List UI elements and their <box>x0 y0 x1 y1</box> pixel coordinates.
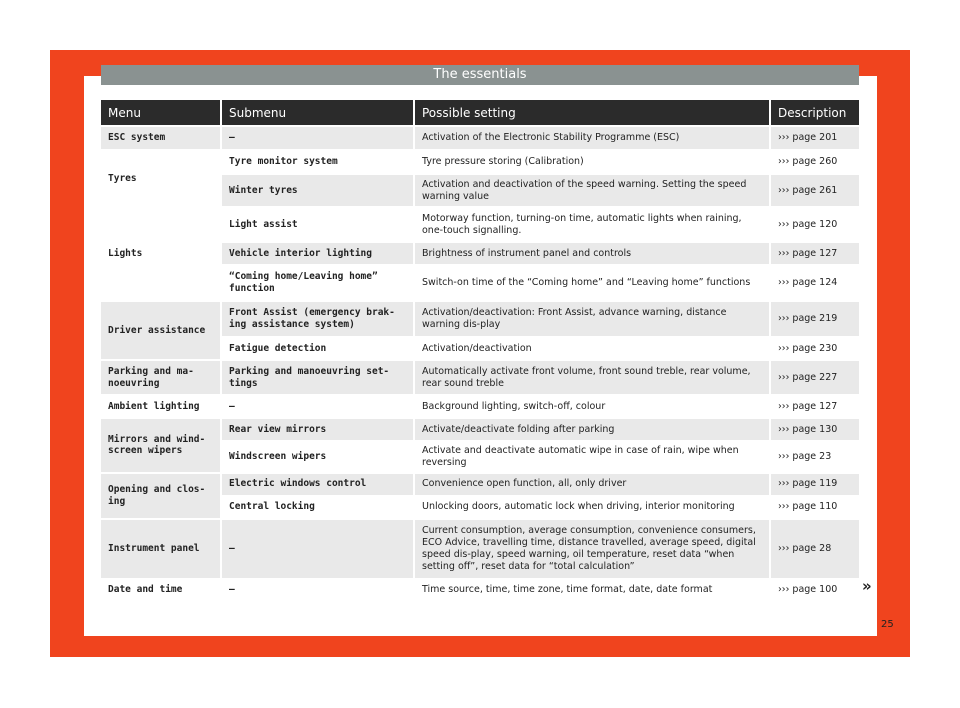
page-reference[interactable]: ››› page 201 <box>771 125 859 149</box>
page-reference[interactable]: ››› page 119 <box>771 472 859 495</box>
setting-cell: Activation and deactivation of the speed warning. Setting the speed warning value <box>415 173 771 206</box>
table-row <box>101 125 859 149</box>
setting-cell: Background lighting, switch-off, colour <box>415 394 771 417</box>
column-header-setting: Possible setting <box>415 100 771 125</box>
menu-cell: Mirrors and wind-screen wipers <box>101 417 222 472</box>
setting-cell: Unlocking doors, automatic lock when driving, interior monitoring <box>415 495 771 518</box>
continued-indicator: » <box>862 577 872 595</box>
table-row <box>101 300 859 336</box>
setting-cell: Activation of the Electronic Stability Programme (ESC) <box>415 125 771 149</box>
menu-cell: ESC system <box>101 125 222 149</box>
page-reference[interactable]: ››› page 227 <box>771 359 859 394</box>
setting-cell: Convenience open function, all, only driver <box>415 472 771 495</box>
submenu-cell: – <box>222 578 415 601</box>
page-number: 25 <box>881 619 894 630</box>
page-reference[interactable]: ››› page 124 <box>771 264 859 300</box>
column-header-description: Description <box>771 100 859 125</box>
menu-cell: Parking and ma-noeuvring <box>101 359 222 394</box>
submenu-cell: “Coming home/Leaving home” function <box>222 264 415 300</box>
page-reference[interactable]: ››› page 127 <box>771 241 859 264</box>
table-header-row <box>101 100 859 125</box>
page-reference[interactable]: ››› page 219 <box>771 300 859 336</box>
page-reference[interactable]: ››› page 110 <box>771 495 859 518</box>
menu-cell: Lights <box>101 206 222 300</box>
setting-cell: Time source, time, time zone, time format, date, date format <box>415 578 771 601</box>
submenu-cell: Parking and manoeuvring set-tings <box>222 359 415 394</box>
page-reference[interactable]: ››› page 261 <box>771 173 859 206</box>
submenu-cell: Tyre monitor system <box>222 149 415 173</box>
submenu-cell: – <box>222 518 415 578</box>
section-header: The essentials <box>101 65 859 85</box>
setting-cell: Tyre pressure storing (Calibration) <box>415 149 771 173</box>
submenu-cell: – <box>222 125 415 149</box>
submenu-cell: Light assist <box>222 206 415 241</box>
setting-cell: Motorway function, turning-on time, automatic lights when raining, one-touch signalling. <box>415 206 771 241</box>
setting-cell: Automatically activate front volume, front sound treble, rear volume, rear sound treble <box>415 359 771 394</box>
page-reference[interactable]: ››› page 130 <box>771 417 859 440</box>
setting-cell: Activation/deactivation: Front Assist, advance warning, distance warning dis-play <box>415 300 771 336</box>
setting-cell: Activate/deactivate folding after parking <box>415 417 771 440</box>
menu-cell: Opening and clos-ing <box>101 472 222 518</box>
page-reference[interactable]: ››› page 100 <box>771 578 859 601</box>
setting-cell: Current consumption, average consumption, convenience consumers, ECO Advice, travelling time, distance travelled, average speed, digital speed dis-play, speed warning, oil temperature, reset data “when setting off”, reset data for “total calculation” <box>415 518 771 578</box>
table-row <box>101 206 859 241</box>
setting-cell: Activate and deactivate automatic wipe in case of rain, wipe when reversing <box>415 440 771 472</box>
menu-cell: Date and time <box>101 578 222 601</box>
submenu-cell: Central locking <box>222 495 415 518</box>
submenu-cell: Vehicle interior lighting <box>222 241 415 264</box>
table-row <box>101 149 859 173</box>
submenu-cell: Front Assist (emergency brak-ing assistance system) <box>222 300 415 336</box>
table-row <box>101 578 859 601</box>
page-reference[interactable]: ››› page 28 <box>771 518 859 578</box>
column-header-menu: Menu <box>101 100 222 125</box>
submenu-cell: Rear view mirrors <box>222 417 415 440</box>
setting-cell: Switch-on time of the “Coming home” and “Leaving home” functions <box>415 264 771 300</box>
table-row <box>101 417 859 440</box>
table-row <box>101 359 859 394</box>
submenu-cell: Winter tyres <box>222 173 415 206</box>
setting-cell: Activation/deactivation <box>415 336 771 359</box>
submenu-cell: Fatigue detection <box>222 336 415 359</box>
table-row <box>101 394 859 417</box>
page-reference[interactable]: ››› page 230 <box>771 336 859 359</box>
menu-cell: Driver assistance <box>101 300 222 359</box>
menu-cell: Tyres <box>101 149 222 206</box>
page-reference[interactable]: ››› page 120 <box>771 206 859 241</box>
settings-table <box>101 100 859 601</box>
submenu-cell: Electric windows control <box>222 472 415 495</box>
table-row <box>101 518 859 578</box>
page-reference[interactable]: ››› page 127 <box>771 394 859 417</box>
page-reference[interactable]: ››› page 260 <box>771 149 859 173</box>
table-row <box>101 472 859 495</box>
menu-cell: Ambient lighting <box>101 394 222 417</box>
menu-cell: Instrument panel <box>101 518 222 578</box>
submenu-cell: Windscreen wipers <box>222 440 415 472</box>
submenu-cell: – <box>222 394 415 417</box>
setting-cell: Brightness of instrument panel and controls <box>415 241 771 264</box>
column-header-submenu: Submenu <box>222 100 415 125</box>
page-reference[interactable]: ››› page 23 <box>771 440 859 472</box>
